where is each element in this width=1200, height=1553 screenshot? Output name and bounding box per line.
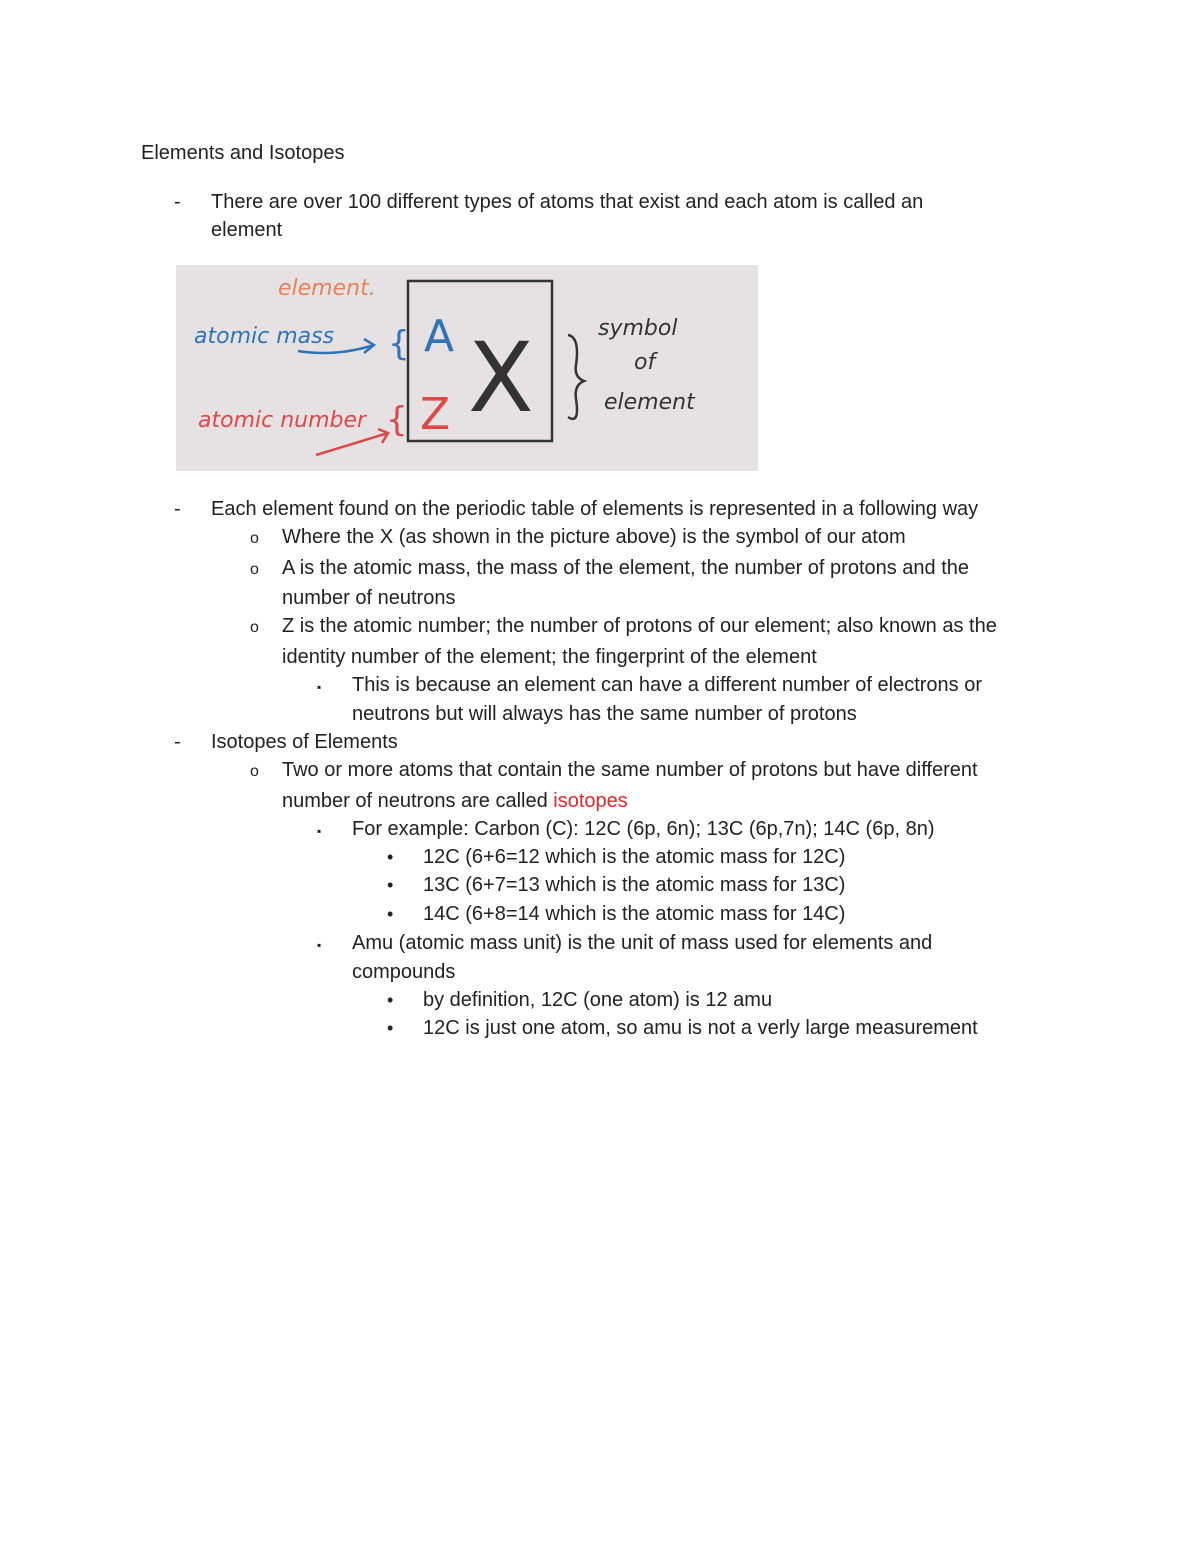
bullet-text: Z is the atomic number; the number of protons of our element; also known as the [282,615,997,637]
bullet-text: 13C (6+7=13 which is the atomic mass for 13C) [423,874,846,896]
square-marker: ▪ [317,938,322,952]
bullet-text: 14C (6+8=14 which is the atomic mass for 14C) [423,903,846,925]
bullet-text: number of neutrons [282,587,456,609]
page-title: Elements and Isotopes [141,142,345,164]
isotopes-highlight: isotopes [553,790,628,812]
bullet-text: Amu (atomic mass unit) is the unit of mass used for elements and [352,932,933,954]
dash-marker: - [174,498,181,520]
bullet-text: Two or more atoms that contain the same number of protons but have different [282,759,978,781]
a-letter: A [424,311,455,362]
whiteboard-image [176,265,758,471]
element-label: element. [278,276,376,301]
circle-marker: o [250,763,259,780]
circle-marker: o [250,561,259,578]
dot-marker: • [387,1018,394,1038]
element-word-label: element [604,390,695,415]
dot-marker: • [387,904,394,924]
bullet-text: identity number of the element; the fingerprint of the element [282,646,817,668]
bullet-text: This is because an element can have a different number of electrons or [352,674,982,696]
bullet-text: Each element found on the periodic table of elements is represented in a following way [211,498,979,520]
bullet-text: Where the X (as shown in the picture above) is the symbol of our atom [282,526,906,548]
brace-icon: { [386,400,408,440]
symbol-label: symbol [598,316,678,341]
dot-marker: • [387,875,394,895]
bullet-text: element [211,219,283,241]
bullet-text: 12C (6+6=12 which is the atomic mass for 12C) [423,846,846,868]
dot-marker: • [387,847,394,867]
square-marker: ▪ [317,680,322,694]
brace-icon: { [388,324,410,364]
dot-marker: • [387,990,394,1010]
circle-marker: o [250,619,259,636]
bullet-text: 12C is just one atom, so amu is not a verly large measurement [423,1017,978,1039]
bullet-text: by definition, 12C (one atom) is 12 amu [423,989,773,1011]
x-letter: X [468,322,534,434]
dash-marker: - [174,191,181,213]
square-marker: ▪ [317,824,322,838]
bullet-text: A is the atomic mass, the mass of the element, the number of protons and the [282,557,970,579]
of-label: of [634,350,656,375]
z-letter: Z [420,389,451,440]
bullet-text [282,789,628,813]
bullet-text: Isotopes of Elements [211,731,398,753]
bullet-text: For example: Carbon (C): 12C (6p, 6n); 13C (6p,7n); 14C (6p, 8n) [352,818,935,840]
atomic-number-label: atomic number [198,408,367,433]
atomic-mass-label: atomic mass [194,324,335,349]
bullet-text-part: number of neutrons are called [282,790,554,812]
bullet-text: compounds [352,961,456,983]
element-notation-figure [176,265,758,471]
bullet-text: There are over 100 different types of atoms that exist and each atom is called an [211,191,924,213]
circle-marker: o [250,530,259,547]
dash-marker: - [174,731,181,753]
bullet-text: neutrons but will always has the same number of protons [352,703,857,725]
